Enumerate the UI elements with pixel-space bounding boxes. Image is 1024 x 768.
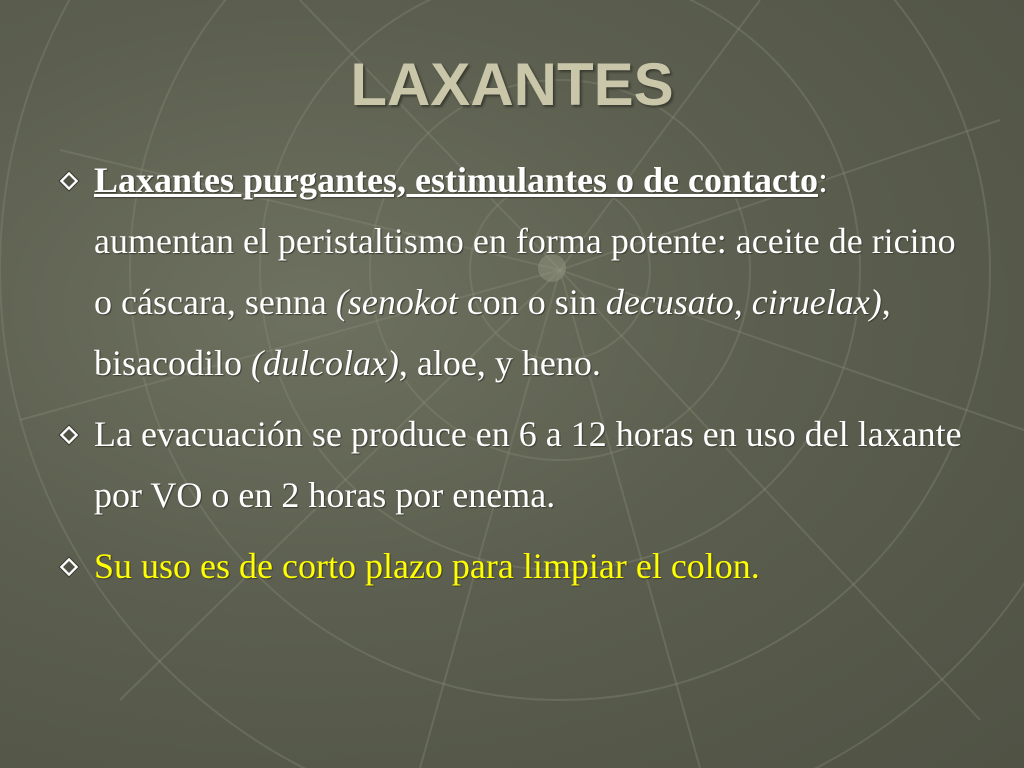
bullet-item-laxantes-purgantes bbox=[56, 150, 966, 394]
diamond-bullet-icon bbox=[58, 536, 84, 597]
bullet-item-evacuacion bbox=[56, 404, 966, 526]
brand-senokot: (senokot bbox=[335, 282, 458, 322]
brand-dulcolax: (dulcolax) bbox=[250, 343, 399, 383]
slide-title: LAXANTES bbox=[350, 51, 674, 118]
bullet-text: , bisacodilo bbox=[94, 282, 891, 383]
bullet-text: La evacuación se produce en 6 a 12 horas en uso del laxante por VO o en 2 horas por enema. bbox=[94, 414, 962, 515]
bullet-text: : aumentan el peristaltismo en forma potente: aceite de ricino o cáscara, senna bbox=[94, 160, 956, 322]
bullet-text: , aloe, y heno. bbox=[398, 343, 601, 383]
diamond-bullet-icon bbox=[58, 404, 84, 465]
term-laxantes-purgantes: Laxantes purgantes, estimulantes o de contacto bbox=[94, 160, 818, 200]
bullet-text: Su uso es de corto plazo para limpiar el colon. bbox=[94, 546, 760, 586]
bullet-text: con o sin bbox=[457, 282, 606, 322]
diamond-bullet-icon bbox=[58, 150, 84, 211]
bullet-item-uso-corto-plazo bbox=[56, 536, 966, 597]
bullet-list bbox=[56, 150, 966, 607]
brand-decusato-ciruelax: decusato, ciruelax) bbox=[605, 282, 882, 322]
